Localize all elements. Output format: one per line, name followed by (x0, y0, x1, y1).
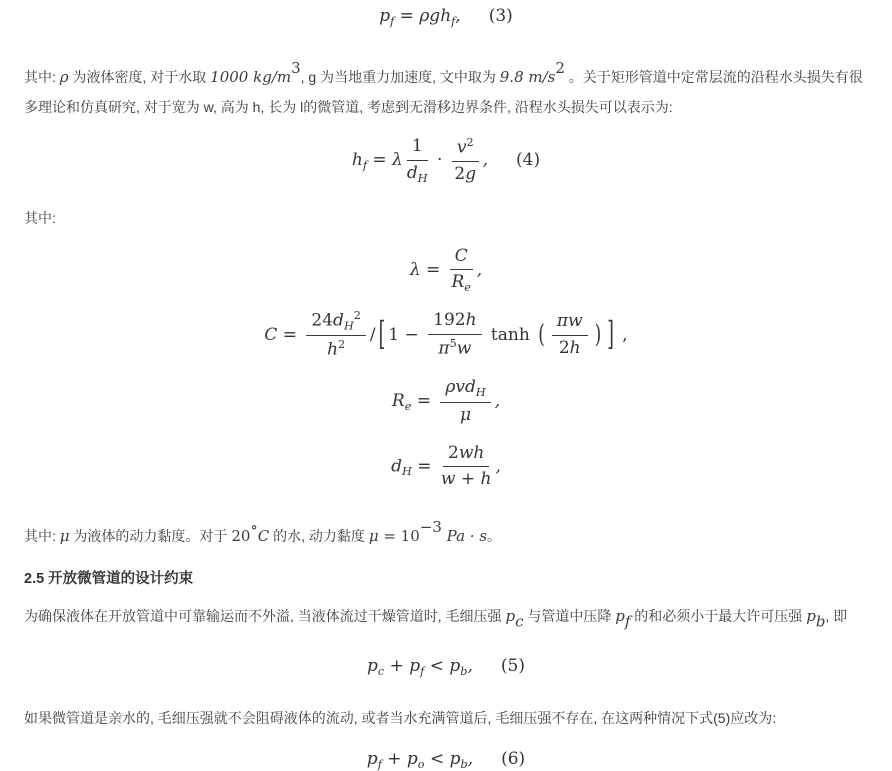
section-heading-2-5: 2.5 开放微管道的设计约束 (24, 571, 194, 588)
formula-hydraulic-diameter: $d_H$ = $\frac{2wh}{w + h}$ , (391, 442, 501, 489)
formula-lambda: λ = $\frac{C}{R_e}$ , (409, 245, 483, 294)
document-page (0, 6, 892, 771)
label-qizhong: 其中: (24, 209, 56, 226)
paragraph-hydrophilic: 如果微管道是亲水的, 毛细压强就不会阻碍液体的流动, 或者当水充满管道后, 毛细压强不存在, 在这两种情况下式(5)应改为: (24, 709, 777, 726)
formula-5: $p_c + p_f < p_b$, (5) (367, 656, 525, 679)
paragraph-constraint: 为确保液体在开放管道中可靠输运而不外溢, 当液体流过干燥管道时, 毛细压强 pc 与管道中压降 pf 的和必须小于最大许可压强 pb, 即 (24, 607, 848, 631)
paragraph-density: 其中: ρ 为液体密度, 对于水取 1000 kg/m3, g 为当地重力加速度, 文中取为 9.8 m/s2 。关于矩形管道中定常层流的沿程水头损失有很多理论和仿真研究, 对于宽为 w, 高为 h, 长为 l的微管道, 考虑到无滑移边界条件, 沿程水头损失可以表示为: (24, 59, 863, 116)
formula-c-coefficient: C = $\frac{24d_H^2}{h^2}$ / [ 1 − $\frac{192h}{\pi^5w}$ tanh ( $\frac{\pi w}{2h}$ ) ] , (264, 308, 628, 361)
formula-6: $p_f + p_o < p_b$, (6) (366, 748, 526, 771)
paragraph-viscosity: 其中: μ 为液体的动力黏度。对于 20∘C 的水, 动力黏度 μ = 10−3 Pa · s。 (24, 518, 502, 546)
formula-3: $p_f = \rho gh_f$, (3) (379, 6, 513, 28)
formula-reynolds: $R_e$ = $\frac{\rho vd_H}{\mu}$ , (391, 377, 501, 426)
formula-4: $h_f = \lambda$ $\frac{1}{d_H}$ · $\frac{v^2}{2g}$ , (4) (351, 136, 541, 185)
